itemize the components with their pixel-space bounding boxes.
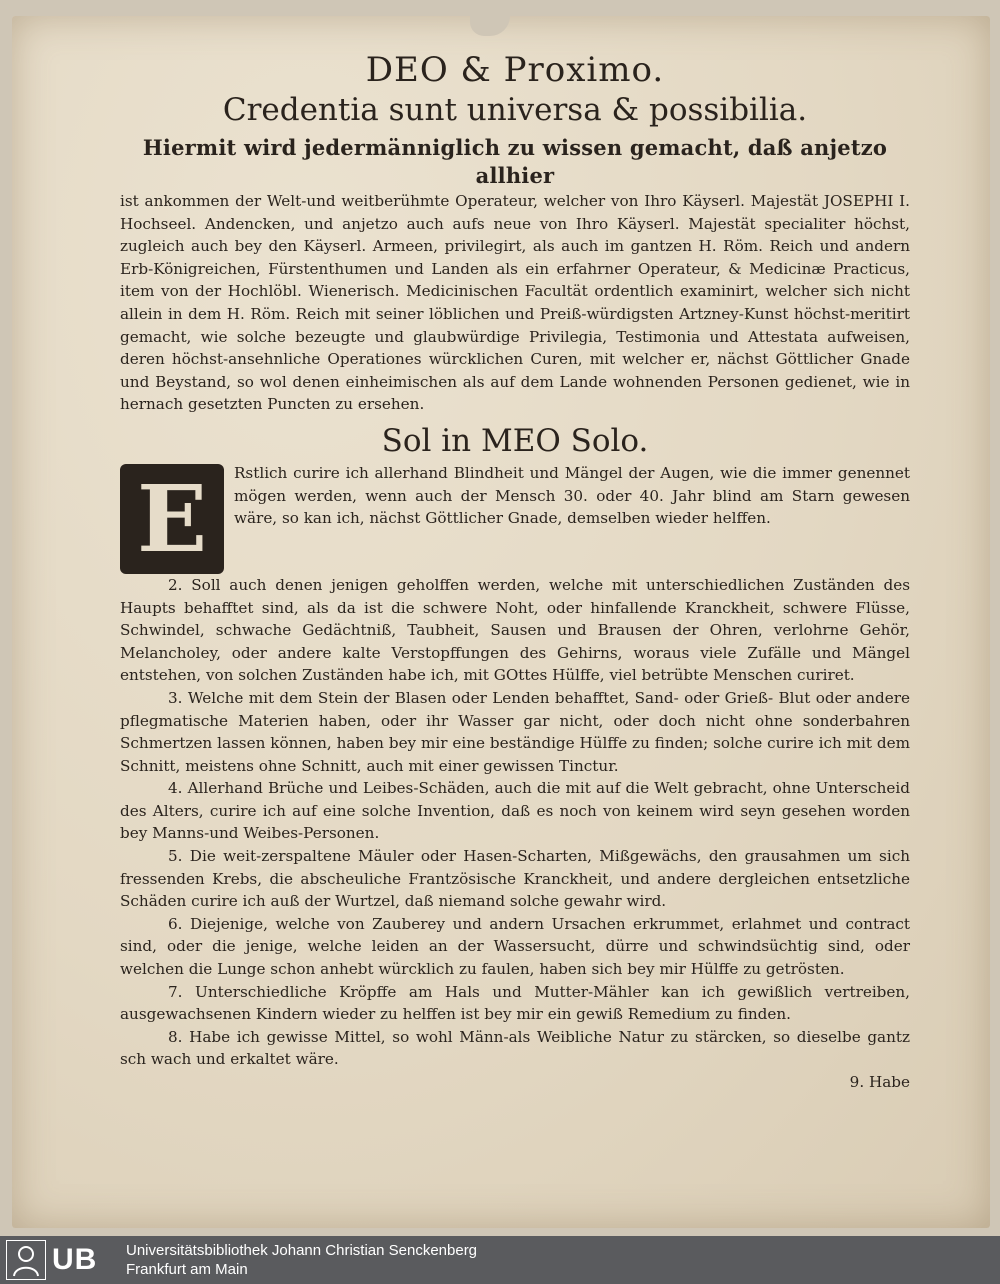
list-item: 4. Allerhand Brüche und Leibes-Schäden, auch die mit auf die Welt gebracht, ohne Unterscheid des Alters, curire ich auf eine solche Invention, daß es noch von keinem wird seyn gesehen worden bey Manns-und Weibes-Personen. xyxy=(120,779,910,843)
footer-bar xyxy=(0,1236,1000,1284)
document-content xyxy=(120,50,910,1094)
logo-text: UB xyxy=(52,1243,98,1276)
list-item-8: 8. Habe ich gewisse Mittel, so wohl Männ-als Weibliche Natur zu stärcken, so dieselbe gantz sch wach und erkaltet wäre. xyxy=(120,1027,910,1069)
library-line-2: Frankfurt am Main xyxy=(126,1261,248,1278)
first-item-text: Rstlich curire ich allerhand Blindheit und Mängel der Augen, wie die immer genennet mögen werden, wenn auch der Mensch 30. oder 40. Jahr blind am Starn gewesen wäre, so kan ich, nächst Göttlicher Gnade, demselben wieder helffen. xyxy=(234,463,910,528)
list-item: 3. Welche mit dem Stein der Blasen oder Lenden behafftet, Sand- oder Grieß- Blut oder andere pflegmatische Materien haben, oder ihr Wasser gar nicht, oder doch nicht ohne sonderbahren Schmertzen lassen können, haben bey mir eine beständige Hülffe zu finden; solche curire ich mit dem Schnitt, meistens ohne Schnitt, auch mit einer gewissen Tinctur. xyxy=(120,688,910,775)
ub-logo[interactable] xyxy=(6,1240,118,1280)
first-item xyxy=(120,462,910,573)
list-item: 5. Die weit-zerspaltene Mäuler oder Hasen-Scharten, Mißgewächs, den grausahmen um sich fressenden Krebs, die abscheuliche Frantzösische Kranckheit, und andere dergleichen entsetzliche Schäden curire ich auß der Wurtzel, daß niemand solche gewahr wird. xyxy=(120,847,910,911)
library-line-1: Universitätsbibliothek Johann Christian Senckenberg xyxy=(126,1242,478,1259)
lead-line: Hiermit wird jedermänniglich zu wissen gemacht, daß anjetzo allhier xyxy=(142,135,888,188)
heading-deo: DEO & Proximo. xyxy=(365,50,665,90)
dropcap-initial: E xyxy=(120,464,224,574)
closing-row xyxy=(120,1071,910,1094)
library-name xyxy=(126,1241,477,1279)
portrait-icon xyxy=(6,1240,46,1280)
list-item: 7. Unterschiedliche Kröpffe am Hals und Mutter-Mähler kan ich gewißlich vertreiben, ausgewachsenen Kindern wieder zu helffen ist bey mir ein gewiß Remedium zu finden. xyxy=(120,982,910,1024)
list-item: 2. Soll auch denen jenigen geholffen werden, welche mit unterschiedlichen Zuständen des Haupts behafftet sind, als da ist die schwere Noht, oder hinfallende Kranckheit, schwere Flüsse, Schwindel, schwache Gedächtniß, Taubheit, Sausen und Brausen der Ohren, verlohrne Gehör, Melancholey, oder andere kalte Verstopffungen des Gehirns, woraus viele Zufälle und Mängel entstehen, von solchen Zuständen habe ich, mit GOttes Hülffe, viel betrübte Menschen curiret. xyxy=(120,575,910,685)
intro-paragraph: ist ankommen der Welt-und weitberühmte Operateur, welcher von Ihro Käyserl. Majestät JOSEPHI I. Hochseel. Andencken, und anjetzo auch aufs neue von Ihro Käyserl. Majestät specialiter höchst, zugleich auch bey den Käyserl. Armeen, privilegirt, als auch im gantzen H. Röm. Reich und andern Erb-Königreichen, Fürstenthumen und Landen als ein erfahrner Operateur, & Medicinæ Practicus, item von der Hochlöbl. Wienerisch. Medicinischen Facultät ordentlich examinirt, welcher sich nicht allein in dem H. Röm. Reich mit seiner löblichen und Preiß-würdigsten Artzney-Kunst höchst-meritirt gemacht, wie solche bezeugte und glaubwürdige Privilegia, Testimonia und Attestata aufweisen, deren höchst-ansehnliche Operationes würcklichen Curen, mit welcher er, nächst Göttlicher Gnade und Beystand, so wol denen einheimischen als auf dem Lande wohnenden Personen gedienet, wie in hernach gesetzten Puncten zu ersehen. xyxy=(120,192,910,414)
catchword: 9. Habe xyxy=(849,1073,910,1091)
subheading: Sol in MEO Solo. xyxy=(381,422,649,459)
list-item: 6. Diejenige, welche von Zauberey und andern Ursachen erkrummet, erlahmet und contract sind, oder die jenige, welche leiden an der Wassersucht, dürre und schwindsüchtig sind, oder welchen die Lunge schon anhebt würcklich zu faulen, haben sich bey mir Hülffe zu getrösten. xyxy=(120,914,910,979)
heading-credentia: Credentia sunt universa & possibilia. xyxy=(222,92,808,128)
